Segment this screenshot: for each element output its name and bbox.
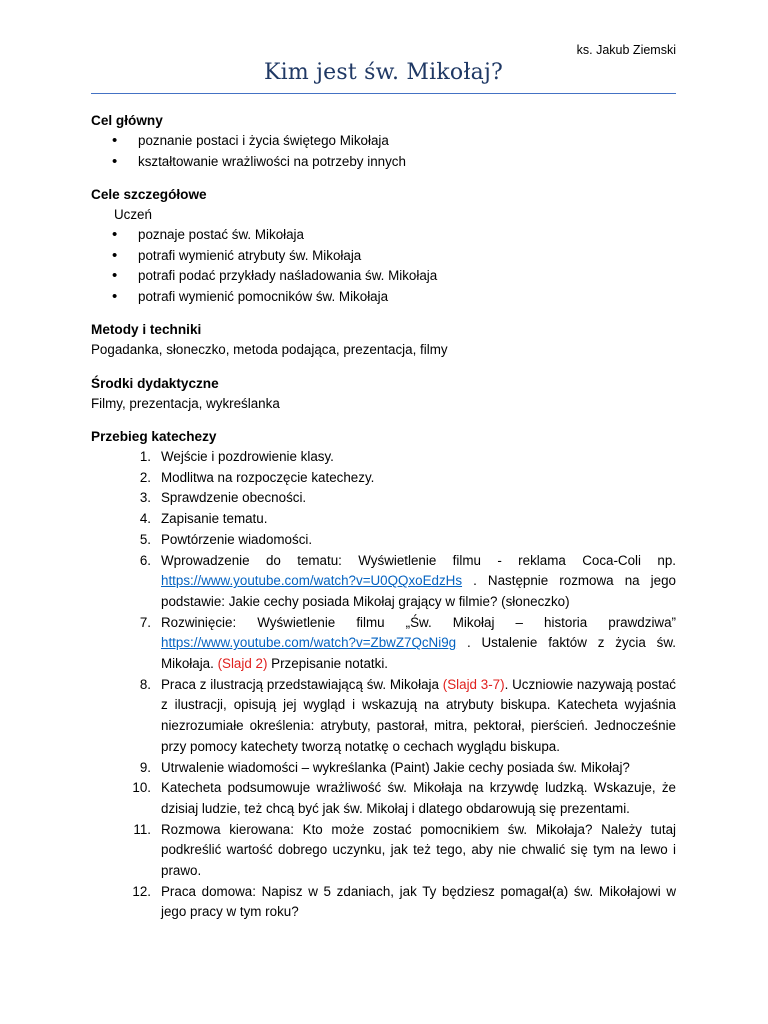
document-title: Kim jest św. Mikołaj?: [264, 60, 503, 85]
item-number: 9.: [139, 759, 151, 775]
youtube-link-historia[interactable]: https://www.youtube.com/watch?v=ZbwZ7QcNi9g: [161, 635, 457, 651]
list-item: • potrafi wymienić pomocników św. Mikołaja: [91, 287, 676, 308]
item-text: Rozmowa kierowana: Kto może zostać pomocnikiem św. Mikołaja? Należy tutaj podkreślić wartość dobrego uczynku, jak też tego, aby nie chwalić się tym na lewo i prawo.: [161, 821, 676, 879]
item-text-pre: Wprowadzenie do tematu: Wyświetlenie filmu - reklama Coca-Coli np.: [161, 552, 676, 568]
list-item: [91, 882, 676, 923]
intro-uczen: Uczeń: [114, 207, 152, 222]
heading-srodki: Środki dydaktyczne: [91, 375, 219, 391]
item-text-post: . Następnie rozmowa na jego podstawie: Jakie cechy posiada Mikołaj grający w filmie? (słoneczko): [161, 573, 676, 609]
item-text: Praca domowa: Napisz w 5 zdaniach, jak Ty będziesz pomagał(a) św. Mikołajowi w jego pracy w tym roku?: [161, 883, 676, 920]
item-number: 3.: [139, 490, 151, 506]
srodki-text: Filmy, prezentacja, wykreślanka: [91, 395, 280, 411]
list-cel-glowny: [91, 131, 676, 172]
list-item: [91, 488, 676, 509]
heading-metody: Metody i techniki: [91, 322, 202, 337]
item-number: 1.: [139, 449, 151, 464]
list-item: [91, 758, 676, 779]
item-text-tail: . Uczniowie nazywają postać z ilustracji, opisują jej wygląd i wskazują na atrybuty biskupa. Katecheta wyjaśnia niezrozumiałe określenia: atrybuty, pastorał, mitra, pektorał, pierścień. Jednocześnie przy pomocy katechety tworzą notatkę o cechach wyglądu biskupa.: [161, 676, 676, 754]
list-item: [91, 778, 676, 819]
item-text-pre: Rozwinięcie: Wyświetlenie filmu „Św. Mikołaj – historia prawdziwa”: [161, 614, 676, 630]
section-cele-szczegolowe: [91, 185, 676, 307]
list-item: [91, 530, 676, 551]
section-srodki: [91, 374, 676, 415]
list-item: • potrafi podać przykłady naśladowania św. Mikołaja: [91, 266, 676, 287]
item-number: 4.: [139, 511, 151, 527]
item-text: Wejście i pozdrowienie klasy.: [161, 449, 334, 464]
item-number: 11.: [133, 821, 151, 837]
item-number: 5.: [139, 531, 151, 547]
list-item: [91, 675, 676, 758]
item-text: Powtórzenie wiadomości.: [161, 531, 313, 547]
document-content: [91, 111, 676, 936]
item-text: Katecheta podsumowuje wrażliwość św. Mikołaja na krzywdę ludzką. Wskazuje, że dzisiaj ludzie, też chcą być jak św. Mikołaj i dlatego obdarowują się prezentami.: [161, 780, 676, 816]
list-item: [91, 551, 676, 613]
item-text: Zapisanie tematu.: [161, 511, 268, 527]
item-number: 10.: [132, 780, 151, 796]
list-item: • kształtowanie wrażliwości na potrzeby innych: [91, 152, 676, 173]
section-cel-glowny: [91, 111, 676, 172]
item-text: Modlitwa na rozpoczęcie katechezy.: [161, 469, 375, 485]
item-number: 12.: [132, 883, 151, 899]
item-number: 8.: [139, 676, 151, 692]
list-item: [91, 820, 676, 882]
heading-cele-szczegolowe: Cele szczegółowe: [91, 187, 207, 202]
heading-cel-glowny: Cel główny: [91, 113, 163, 128]
title-divider: [91, 93, 676, 94]
slide-reference: (Slajd 2): [217, 656, 268, 672]
list-cele-szczegolowe: [91, 225, 676, 307]
section-metody: [91, 320, 676, 361]
section-przebieg: [91, 427, 676, 923]
item-text-pre: Praca z ilustracją przedstawiającą św. Mikołaja: [161, 676, 443, 692]
item-text-tail: Przepisanie notatki.: [267, 656, 389, 672]
slide-reference: (Slajd 3-7): [442, 676, 505, 692]
list-item: • poznanie postaci i życia świętego Mikołaja: [91, 131, 676, 152]
list-item: [91, 613, 676, 675]
item-number: 2.: [139, 469, 151, 485]
list-item: [91, 447, 676, 468]
item-text: Utrwalenie wiadomości – wykreślanka (Paint) Jakie cechy posiada św. Mikołaj?: [161, 759, 630, 775]
item-text: Sprawdzenie obecności.: [161, 490, 307, 506]
list-item: • poznaje postać św. Mikołaja: [91, 225, 676, 246]
list-item: • potrafi wymienić atrybuty św. Mikołaja: [91, 246, 676, 267]
item-number: 7.: [139, 614, 151, 630]
list-item: [91, 509, 676, 530]
list-przebieg: [91, 447, 676, 923]
item-number: 6.: [139, 552, 151, 568]
item-text-post: . Ustalenie faktów z życia św. Mikołaja.: [161, 635, 676, 672]
author-name: ks. Jakub Ziemski: [576, 43, 676, 57]
heading-przebieg: Przebieg katechezy: [91, 429, 217, 444]
list-item: [91, 468, 676, 489]
metody-text: Pogadanka, słoneczko, metoda podająca, prezentacja, filmy: [91, 342, 448, 357]
youtube-link-coca-cola[interactable]: https://www.youtube.com/watch?v=U0QQxoEdzHs: [161, 573, 463, 589]
